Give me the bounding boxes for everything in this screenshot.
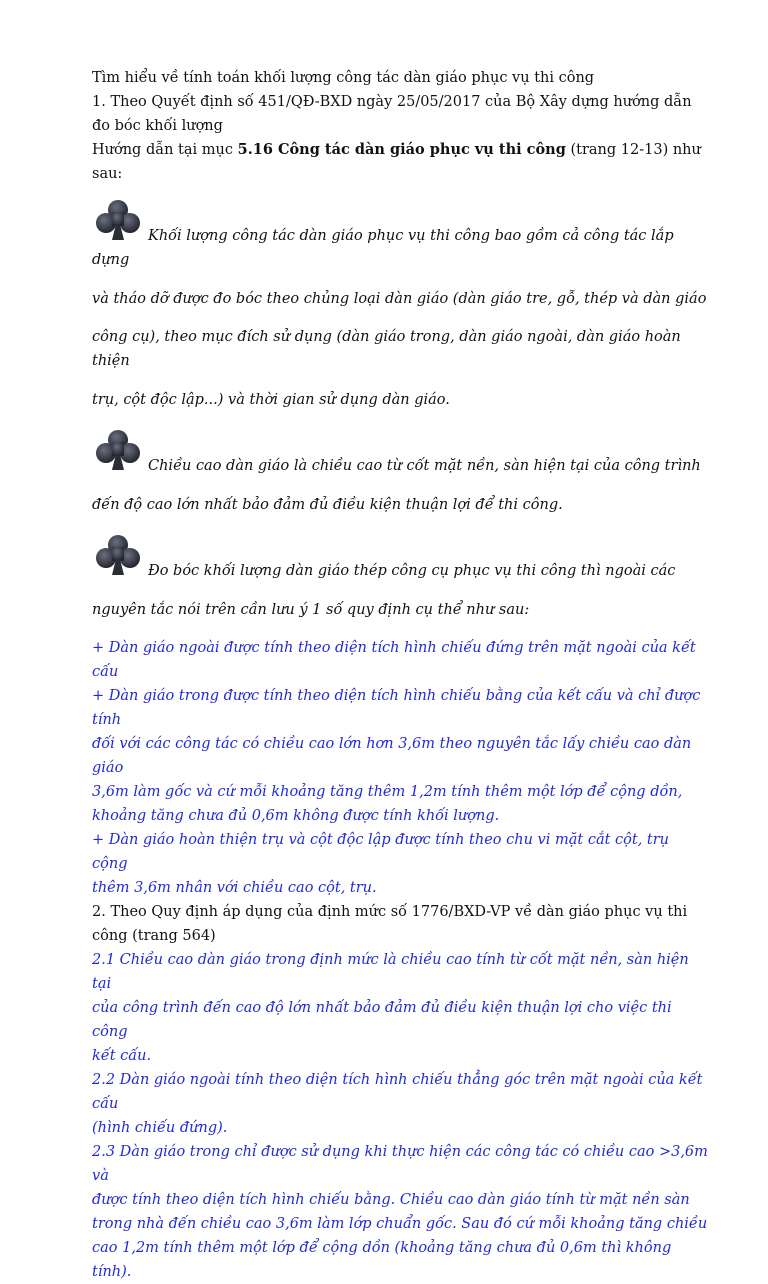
section2-heading-line1: 2. Theo Quy định áp dụng của định mức số 1776/BXD-VP về dàn giáo phục vụ thi (92, 904, 688, 920)
section2-heading-line2: công (trang 564) (92, 928, 216, 944)
blue-rule-line: + Dàn giáo hoàn thiện trụ và cột độc lập được tính theo chu vi mặt cắt cột, trụ cộng (92, 832, 670, 872)
bullet-1-line-3: công cụ), theo mục đích sử dụng (dàn giáo trong, dàn giáo ngoài, dàn giáo hoàn thiện (92, 329, 681, 369)
blue-rule-line: 2.3 Dàn giáo trong chỉ được sử dụng khi thực hiện các công tác có chiều cao >3,6m và (92, 1144, 708, 1184)
section1-heading-line1: 1. Theo Quyết định số 451/QĐ-BXD ngày 25/05/2017 của Bộ Xây dựng hướng dẫn (92, 94, 692, 110)
blue-rules-1 (92, 636, 708, 900)
bullet-first-line (92, 426, 708, 478)
blue-rule-line: thêm 3,6m nhân với chiều cao cột, trụ. (92, 880, 377, 896)
bullet-1-first-text: Khối lượng công tác dàn giáo phục vụ thi công bao gồm cả công tác lắp dựng (92, 228, 674, 268)
document-title: Tìm hiểu về tính toán khối lượng công tác dàn giáo phục vụ thi công (92, 70, 595, 86)
bullet-first-line (92, 531, 708, 583)
blue-rule-line: 3,6m làm gốc và cứ mỗi khoảng tăng thêm 1,2m tính thêm một lớp để cộng dồn, (92, 784, 683, 800)
bullet-3-first-text: Đo bóc khối lượng dàn giáo thép công cụ phục vụ thi công thì ngoài các (148, 563, 676, 579)
blue-rule-line: đối với các công tác có chiều cao lớn hơn 3,6m theo nguyên tắc lấy chiều cao dàn giáo (92, 736, 692, 776)
bullet-2-line-2: đến độ cao lớn nhất bảo đảm đủ điều kiện thuận lợi để thi công. (92, 496, 563, 513)
club-icon (92, 531, 144, 583)
guide-bold-section: 5.16 Công tác dàn giáo phục vụ thi công (237, 141, 566, 158)
club-icon (92, 426, 144, 478)
blue-rule-line: + Dàn giáo ngoài được tính theo diện tích hình chiếu đứng trên mặt ngoài của kết cấu (92, 640, 696, 680)
bullet-3-line-2: nguyên tắc nói trên cần lưu ý 1 số quy định cụ thể như sau: (92, 601, 530, 618)
club-bullet-2 (92, 426, 708, 517)
blue-rule-line: được tính theo diện tích hình chiếu bằng. Chiều cao dàn giáo tính từ mặt nền sàn (92, 1192, 690, 1208)
club-bullet-3 (92, 531, 708, 622)
blue-rule-line: 2.2 Dàn giáo ngoài tính theo diện tích hình chiếu thẳng góc trên mặt ngoài của kết cấu (92, 1072, 703, 1112)
guide-line2: sau: (92, 166, 123, 182)
blue-rule-line: kết cấu. (92, 1048, 152, 1064)
club-bullet-1 (92, 196, 708, 412)
bullet-1-line-2: và tháo dỡ được đo bóc theo chủng loại dàn giáo (dàn giáo tre, gỗ, thép và dàn giáo (92, 290, 707, 307)
blue-rule-line: của công trình đến cao độ lớn nhất bảo đảm đủ điều kiện thuận lợi cho việc thi công (92, 1000, 672, 1040)
blue-rule-line: 2.1 Chiều cao dàn giáo trong định mức là chiều cao tính từ cốt mặt nền, sàn hiện tại (92, 952, 689, 992)
guide-prefix: Hướng dẫn tại mục (92, 142, 238, 158)
blue-rule-line: (hình chiếu đứng). (92, 1120, 228, 1136)
blue-rule-line: + Dàn giáo trong được tính theo diện tích hình chiếu bằng của kết cấu và chỉ được tính (92, 688, 701, 728)
section1-heading-line2: đo bóc khối lượng (92, 118, 223, 134)
bullet-2-first-text: Chiều cao dàn giáo là chiều cao từ cốt mặt nền, sàn hiện tại của công trình (148, 458, 701, 474)
blue-rule-line: khoảng tăng chưa đủ 0,6m không được tính khối lượng. (92, 808, 500, 824)
guide-line (92, 138, 708, 162)
bullet-first-line (92, 196, 708, 272)
guide-suffix: (trang 12-13) như (565, 142, 701, 158)
club-icon (92, 196, 144, 248)
blue-rule-line: trong nhà đến chiều cao 3,6m làm lớp chuẩn gốc. Sau đó cứ mỗi khoảng tăng chiều (92, 1216, 708, 1232)
blue-rules-2 (92, 948, 708, 1284)
bullet-1-line-4: trụ, cột độc lập...) và thời gian sử dụng dàn giáo. (92, 391, 450, 408)
blue-rule-line: cao 1,2m tính thêm một lớp để cộng dồn (khoảng tăng chưa đủ 0,6m thì không tính). (92, 1240, 672, 1280)
